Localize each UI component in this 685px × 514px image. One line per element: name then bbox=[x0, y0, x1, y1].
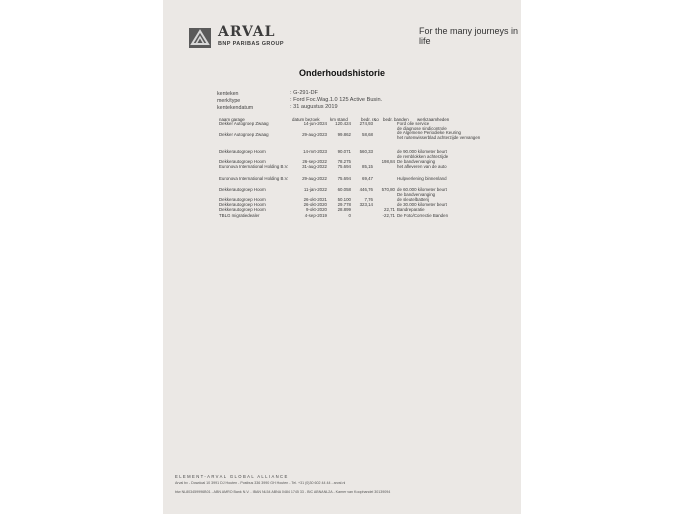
cell-km: 29.778 bbox=[337, 202, 351, 207]
cell-garage: Dekkerautogroep Hoorn bbox=[219, 159, 266, 164]
cell-garage: Dekker Autogroep Zwaag bbox=[219, 132, 269, 137]
cell-banden: -22,71 bbox=[382, 213, 395, 218]
footer-alliance: ELEMENT-ARVAL GLOBAL ALLIANCE bbox=[175, 474, 289, 479]
arval-logo-icon bbox=[189, 28, 211, 48]
cell-bedr: 560,33 bbox=[359, 149, 373, 154]
cell-werkzaamheden: de 60.000 kilometer beurt bbox=[397, 187, 447, 192]
cell-banden: 198,84 bbox=[381, 159, 395, 164]
merk-label: merk/type bbox=[217, 98, 241, 104]
header-banden: bedr. banden bbox=[383, 117, 409, 122]
cell-garage: Dekker Autogroep Zwaag bbox=[219, 121, 269, 126]
cell-datum: 31-aug-2022 bbox=[302, 164, 327, 169]
cell-werkzaamheden: de sleutelbatterij bbox=[397, 197, 429, 202]
cell-km: 120.424 bbox=[335, 121, 351, 126]
cell-werkzaamheden: de 30.000 kilometer beurt bbox=[397, 202, 447, 207]
cell-werkzaamheden: de remblokken achterzijde bbox=[397, 153, 449, 159]
cell-km: 75.694 bbox=[337, 164, 351, 169]
cell-bedr: 69,47 bbox=[362, 176, 373, 181]
cell-km: 90.071 bbox=[337, 149, 351, 154]
cell-werkzaamheden: de Algemene Periodieke Keuring bbox=[397, 130, 461, 136]
tagline: For the many journeys in life bbox=[419, 26, 519, 46]
merk-value: : Ford Foc.Wag.1.0 125 Active Busin. bbox=[290, 97, 383, 103]
cell-datum: 26-sep-2022 bbox=[302, 159, 327, 164]
cell-garage: Dekkerautogroep Hoorn bbox=[219, 207, 266, 212]
cell-werkzaamheden: Ford olie service bbox=[397, 121, 430, 126]
cell-garage: Dekkerautogroep Hoorn bbox=[219, 187, 266, 192]
footer-bank: btw NL803459996B01 - ABN AMRO Bank N.V. - IBAN NL54 ABNA 0484 1745 33 - BIC ABNANL2A - Kamer van Koophandel 30139094 bbox=[175, 490, 391, 494]
cell-bedr: 446,76 bbox=[359, 187, 373, 192]
cell-km: 78.275 bbox=[337, 159, 351, 164]
cell-datum: 26-okt-2021 bbox=[303, 197, 327, 202]
cell-km: 50.100 bbox=[337, 197, 351, 202]
kentekendatum-label: kentekendatum bbox=[217, 105, 254, 111]
cell-werkzaamheden: De bandvervanging bbox=[397, 191, 436, 197]
footer-address: Arval bv - Dowdoal 10 3991 DJ Houten - Postbus 336 3990 GH Houten - Tel. +31 (0)30 602 44 44 - arval.nl bbox=[175, 481, 346, 485]
cell-bedr: 7,76 bbox=[364, 197, 373, 202]
header-km: km stand bbox=[330, 117, 348, 122]
cell-bedr: 274,93 bbox=[359, 121, 373, 126]
kentekendatum-value: : 31 augustus 2019 bbox=[290, 104, 338, 110]
cell-datum: 9-okt-2020 bbox=[306, 207, 327, 212]
cell-banden: 22,71 bbox=[384, 207, 395, 212]
cell-werkzaamheden: de 90.000 kilometer beurt bbox=[397, 149, 447, 154]
cell-datum: 4-sep-2019 bbox=[304, 213, 327, 218]
header-datum: datum bezoek bbox=[292, 117, 320, 122]
brand-subtitle: BNP PARIBAS GROUP bbox=[218, 41, 284, 47]
cell-km: 60.058 bbox=[337, 187, 351, 192]
cell-banden: 570,80 bbox=[381, 187, 395, 192]
cell-werkzaamheden: Hulpverlening binnenland bbox=[397, 176, 447, 181]
cell-garage: Dekkerautogroep Hoorn bbox=[219, 149, 266, 154]
cell-km: 0 bbox=[348, 213, 351, 218]
cell-garage: TBLG migratiedealer bbox=[219, 213, 260, 218]
cell-bedr: 85,15 bbox=[362, 164, 373, 169]
cell-garage: Euronova International Holding B.V. bbox=[219, 176, 289, 181]
cell-km: 75.694 bbox=[337, 176, 351, 181]
cell-km: 28.899 bbox=[337, 207, 351, 212]
document-title: Onderhoudshistorie bbox=[298, 68, 385, 78]
cell-datum: 11-jan-2022 bbox=[303, 187, 327, 192]
kenteken-label: kenteken bbox=[217, 91, 239, 97]
cell-werkzaamheden: De bandvervanging bbox=[397, 159, 436, 164]
cell-datum: 14-mrt-2023 bbox=[303, 149, 327, 154]
cell-km: 99.862 bbox=[337, 132, 351, 137]
cell-werkzaamheden: de diagnose sindicontrole bbox=[397, 125, 447, 131]
cell-bedr: 323,14 bbox=[359, 202, 373, 207]
cell-datum: 14-jun-2024 bbox=[303, 121, 327, 126]
brand-name: ARVAL bbox=[218, 24, 276, 40]
cell-werkzaamheden: De Foto/Correctie Banden bbox=[397, 213, 449, 218]
header-werk: werkzaamheden bbox=[417, 117, 450, 122]
cell-datum: 29-aug-2023 bbox=[302, 132, 327, 137]
kenteken-value: : G-291-DF bbox=[290, 90, 318, 96]
cell-bedr: 58,68 bbox=[362, 132, 373, 137]
cell-werkzaamheden: Bandreparatie bbox=[397, 207, 425, 212]
cell-datum: 26-okt-2020 bbox=[303, 202, 327, 207]
cell-garage: Euronova International Holding B.V. bbox=[219, 164, 289, 169]
cell-datum: 29-aug-2022 bbox=[302, 176, 327, 181]
document-page bbox=[163, 0, 521, 514]
header-bedr: bedr. r&o bbox=[361, 117, 379, 122]
cell-garage: Dekkerautogroep Hoorn bbox=[219, 202, 266, 207]
cell-garage: Dekkerautogroep Hoorn bbox=[219, 197, 266, 202]
cell-werkzaamheden: het afleveren van de auto bbox=[397, 164, 447, 169]
header-garage: naam garage bbox=[219, 117, 245, 122]
cell-werkzaamheden: het ruitenwisserblad achterzijde vervangen bbox=[397, 134, 481, 140]
